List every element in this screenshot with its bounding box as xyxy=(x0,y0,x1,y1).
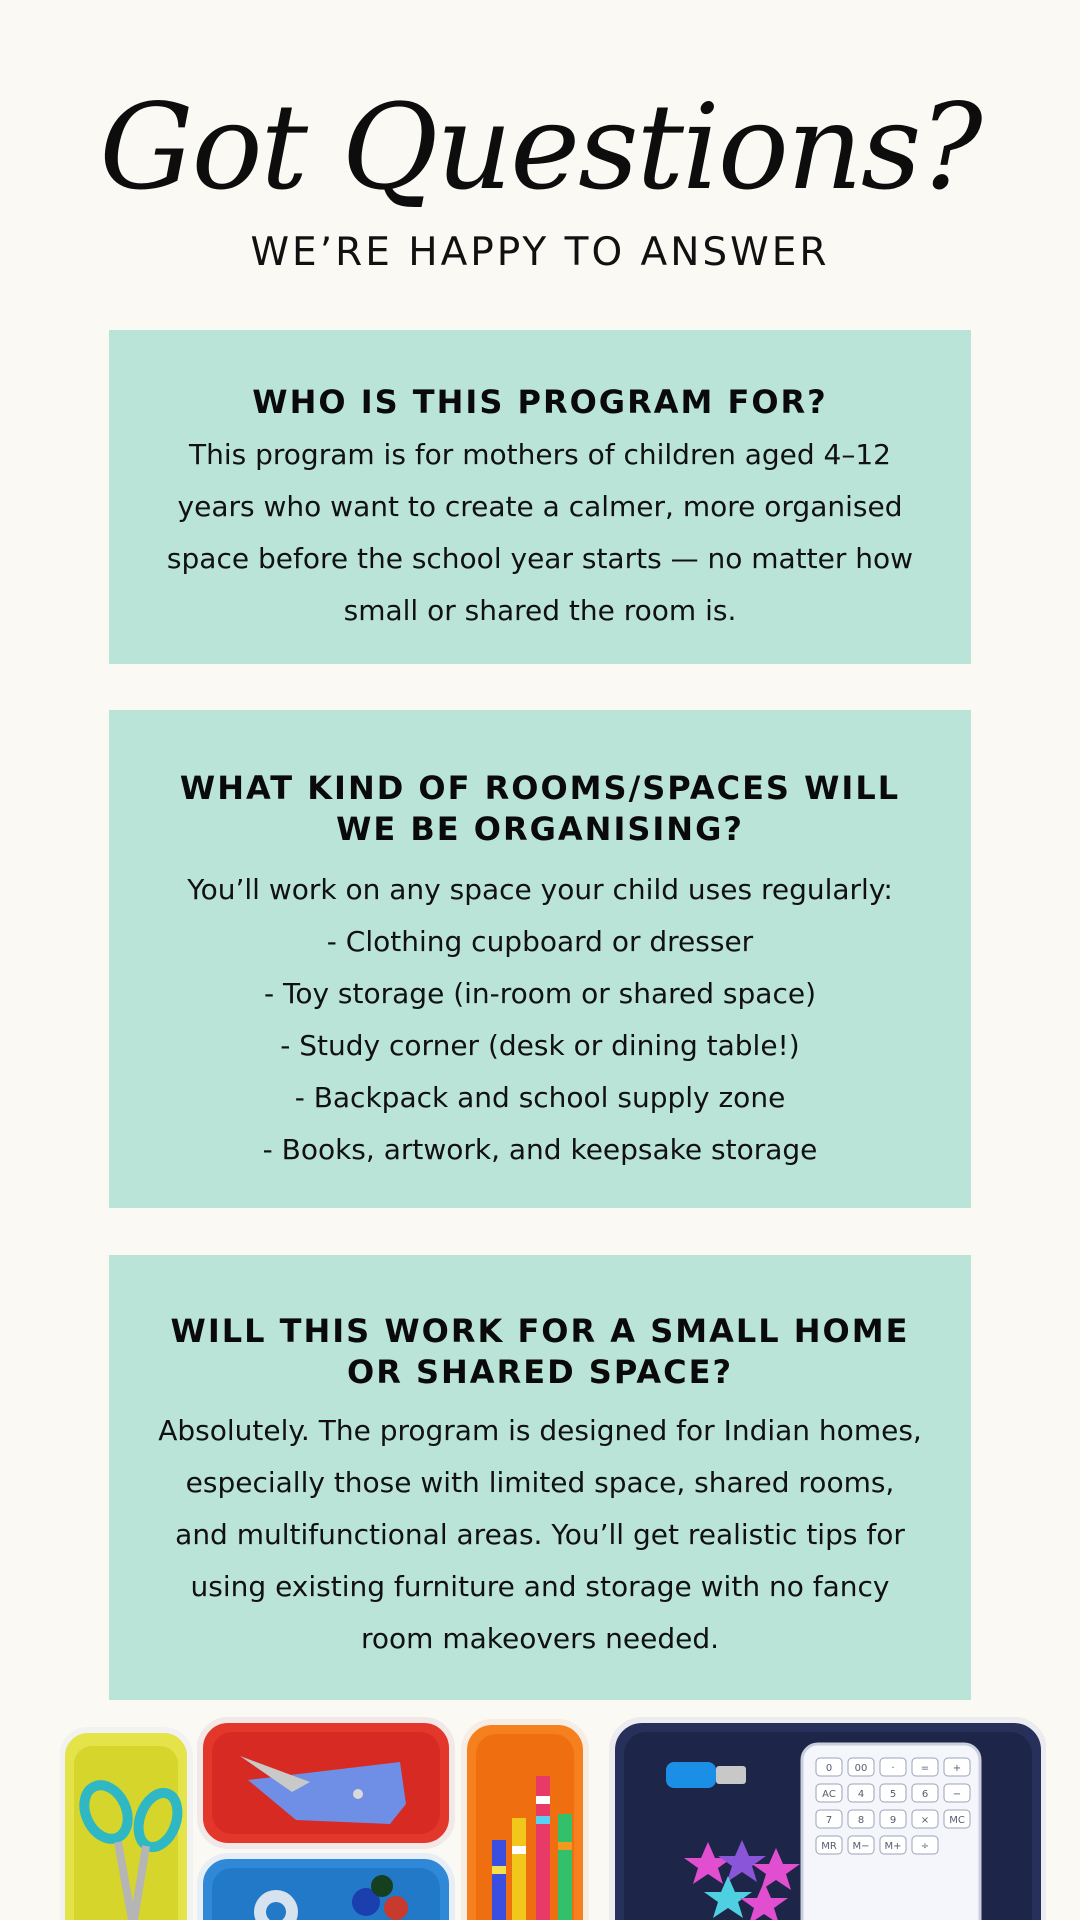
calculator-key-label: 6 xyxy=(921,1789,929,1800)
list-item: - Study corner (desk or dining table!) xyxy=(280,1029,800,1062)
faq-card-program-for xyxy=(109,330,971,664)
calculator-key-label: 8 xyxy=(857,1815,865,1826)
calculator-key-label: 4 xyxy=(857,1789,865,1800)
faq-card-rooms-spaces xyxy=(109,710,971,1208)
faq-answer: This program is for mothers of children aged 4–12 years who want to create a calmer, more organised space before the school year starts — no matter how small or shared the room is. xyxy=(166,438,914,627)
calculator-key-label: × xyxy=(920,1815,930,1826)
calculator-key-label: 00 xyxy=(854,1763,868,1774)
page-title: Got Questions? xyxy=(99,78,981,216)
desk-organizer-photo xyxy=(60,1716,1046,1920)
calculator-key-label: AC xyxy=(822,1789,836,1800)
faq-list-intro: You’ll work on any space your child uses regularly: xyxy=(187,873,893,906)
faq-space-list xyxy=(157,864,923,1176)
calculator-icon xyxy=(802,1744,980,1920)
calculator-key-label: MC xyxy=(949,1815,965,1826)
list-item: - Backpack and school supply zone xyxy=(294,1081,786,1114)
faq-answer: Absolutely. The program is designed for Indian homes, especially those with limited space, shared rooms, and multifunctional areas. You’ll get realistic tips for using existing furniture and storage with no fancy room makeovers needed. xyxy=(158,1414,922,1655)
faq-question: WHO IS THIS PROGRAM FOR? xyxy=(252,383,828,421)
calculator-key-label: M− xyxy=(852,1841,870,1852)
calculator-key-label: M+ xyxy=(884,1841,902,1852)
calculator-key-label: − xyxy=(952,1789,962,1800)
calculator-key-label: 0 xyxy=(825,1763,833,1774)
list-item: - Books, artwork, and keepsake storage xyxy=(262,1133,818,1166)
calculator-key-label: 7 xyxy=(825,1815,833,1826)
calculator-key-label: · xyxy=(891,1763,895,1774)
list-item: - Toy storage (in-room or shared space) xyxy=(263,977,816,1010)
calculator-key-label: ÷ xyxy=(920,1841,930,1852)
calculator-key-label: + xyxy=(952,1763,962,1774)
calculator-key-label: MR xyxy=(821,1841,837,1852)
faq-question: WHAT KIND OF ROOMS/SPACES WILL WE BE ORGANISING? xyxy=(179,769,901,848)
page-subtitle: WE’RE HAPPY TO ANSWER xyxy=(250,230,830,275)
calculator-key-label: = xyxy=(920,1763,930,1774)
organizer-trays-illustration xyxy=(60,1716,1046,1920)
calculator-key-label: 9 xyxy=(889,1815,897,1826)
faq-question: WILL THIS WORK FOR A SMALL HOME OR SHARED SPACE? xyxy=(170,1312,910,1391)
faq-card-small-home xyxy=(109,1255,971,1700)
calculator-key-label: 5 xyxy=(889,1789,897,1800)
list-item: - Clothing cupboard or dresser xyxy=(326,925,754,958)
